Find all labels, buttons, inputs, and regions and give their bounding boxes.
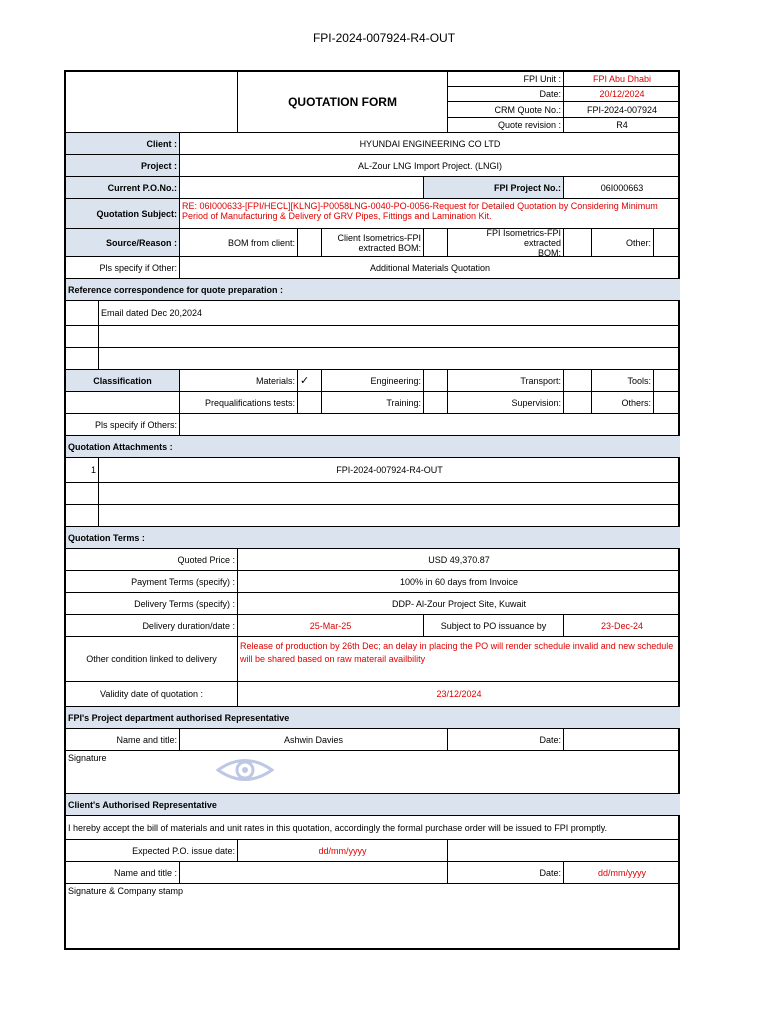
bom-client-check[interactable]	[298, 229, 322, 257]
fpi-iso-line1: FPI Isometrics-FPI extracted	[486, 229, 561, 248]
fpi-rep-date-value[interactable]	[564, 729, 680, 751]
transport-check[interactable]	[564, 370, 592, 392]
prequal-label: Prequalifications tests:	[180, 392, 298, 414]
fpi-unit-value: FPI Abu Dhabi	[564, 72, 680, 87]
duration-label: Delivery duration/date :	[66, 615, 238, 637]
client-signature-label: Signature & Company stamp	[68, 886, 184, 896]
client-date-label: Date:	[448, 862, 564, 884]
reference-heading: Reference correspondence for quote preparation :	[66, 279, 680, 301]
client-iso-line2: extracted BOM:	[358, 242, 421, 253]
price-label: Quoted Price :	[66, 549, 238, 571]
po-date-blank	[448, 840, 680, 862]
classification-blank	[66, 392, 180, 414]
attachment-item-3	[99, 505, 680, 527]
other-check[interactable]	[654, 229, 680, 257]
client-name-label: Name and title :	[66, 862, 180, 884]
materials-check[interactable]: ✓	[298, 370, 322, 392]
fpi-iso-line2: BOM:	[537, 247, 561, 257]
specify-others-value	[180, 414, 680, 436]
reference-num-1	[66, 301, 99, 326]
duration-value: 25-Mar-25	[238, 615, 424, 637]
others-check[interactable]	[654, 392, 680, 414]
subject-label: Quotation Subject:	[66, 199, 180, 229]
training-check[interactable]	[424, 392, 448, 414]
po-value	[180, 177, 424, 199]
prequal-check[interactable]	[298, 392, 322, 414]
delivery-label: Delivery Terms (specify) :	[66, 593, 238, 615]
document-id: FPI-2024-007924-R4-OUT	[312, 31, 456, 45]
reference-item-3	[99, 348, 680, 370]
client-statement: I hereby accept the bill of materials and unit rates in this quotation, accordingly the formal purchase order will be issued to FPI promptly.	[66, 816, 680, 840]
crm-label: CRM Quote No.:	[448, 102, 564, 118]
transport-label: Transport:	[448, 370, 564, 392]
price-value: USD 49,370.87	[238, 549, 680, 571]
fpi-signature-label: Signature	[66, 751, 680, 794]
project-value: AL-Zour LNG Import Project. (LNGI)	[180, 155, 680, 177]
bom-client-label: BOM from client:	[180, 229, 298, 257]
client-iso-label	[322, 229, 424, 257]
fpi-project-label: FPI Project No.:	[424, 177, 564, 199]
classification-label: Classification	[66, 370, 180, 392]
reference-num-2	[66, 326, 99, 348]
fpi-iso-label	[448, 229, 564, 257]
attachment-num-3	[66, 505, 99, 527]
specify-others-label: Pls specify if Others:	[66, 414, 180, 436]
attachment-num-2	[66, 483, 99, 505]
revision-value: R4	[564, 118, 680, 133]
fpi-rep-name-value: Ashwin Davies	[180, 729, 448, 751]
terms-heading: Quotation Terms :	[66, 527, 680, 549]
supervision-label: Supervision:	[448, 392, 564, 414]
payment-label: Payment Terms (specify) :	[66, 571, 238, 593]
header-blank	[66, 72, 238, 133]
client-iso-check[interactable]	[424, 229, 448, 257]
fpi-project-value: 06I000663	[564, 177, 680, 199]
revision-label: Quote revision :	[448, 118, 564, 133]
po-label: Current P.O.No.:	[66, 177, 180, 199]
training-label: Training:	[322, 392, 424, 414]
validity-label: Validity date of quotation :	[66, 682, 238, 707]
specify-other-value: Additional Materials Quotation	[180, 257, 680, 279]
supervision-check[interactable]	[564, 392, 592, 414]
project-label: Project :	[66, 155, 180, 177]
crm-value: FPI-2024-007924	[564, 102, 680, 118]
client-name-value[interactable]	[180, 862, 448, 884]
others-label: Others:	[592, 392, 654, 414]
po-date-value[interactable]: dd/mm/yyyy	[238, 840, 448, 862]
fpi-iso-check[interactable]	[564, 229, 592, 257]
fpi-rep-date-label: Date:	[448, 729, 564, 751]
date-label: Date:	[448, 87, 564, 102]
engineering-label: Engineering:	[322, 370, 424, 392]
attachments-heading: Quotation Attachments :	[66, 436, 680, 458]
attachment-item-1: FPI-2024-007924-R4-OUT	[99, 458, 680, 483]
client-date-value[interactable]: dd/mm/yyyy	[564, 862, 680, 884]
po-date-label: Expected P.O. issue date:	[66, 840, 238, 862]
reference-item-1: Email dated Dec 20,2024	[99, 301, 680, 326]
tools-check[interactable]	[654, 370, 680, 392]
fpi-rep-heading: FPI's Project department authorised Representative	[66, 707, 680, 729]
engineering-check[interactable]	[424, 370, 448, 392]
other-condition-value: Release of production by 26th Dec; an delay in placing the PO will render schedule invalid and new schedule will be shared based on raw materail availbility	[238, 637, 680, 682]
subject-po-label: Subject to PO issuance by	[424, 615, 564, 637]
other-label: Other:	[592, 229, 654, 257]
other-condition-label: Other condition linked to delivery	[66, 637, 238, 682]
quotation-form	[64, 70, 680, 950]
attachment-num-1: 1	[66, 458, 99, 483]
source-label: Source/Reason :	[66, 229, 180, 257]
client-label: Client :	[66, 133, 180, 155]
reference-item-2	[99, 326, 680, 348]
subject-po-value: 23-Dec-24	[564, 615, 680, 637]
validity-value: 23/12/2024	[238, 682, 680, 707]
delivery-value: DDP- Al-Zour Project Site, Kuwait	[238, 593, 680, 615]
payment-value: 100% in 60 days from Invoice	[238, 571, 680, 593]
attachment-item-2	[99, 483, 680, 505]
reference-num-3	[66, 348, 99, 370]
fpi-unit-label: FPI Unit :	[448, 72, 564, 87]
subject-value: RE: 06I000633-[FPI/HECL][KLNG]-P0058LNG-0040-PO-0056-Request for Detailed Quotation by Considering Minimum Period of Manufacturing & Delivery of GRV Pipes, Fittings and Lamination Kit.	[180, 199, 680, 229]
client-rep-heading: Client's Authorised Representative	[66, 794, 680, 816]
materials-label: Materials:	[180, 370, 298, 392]
fpi-rep-name-label: Name and title:	[66, 729, 180, 751]
specify-other-label: Pls specify if Other:	[66, 257, 180, 279]
tools-label: Tools:	[592, 370, 654, 392]
client-iso-line1: Client Isometrics-FPI	[337, 232, 421, 243]
eye-watermark-icon	[216, 755, 274, 785]
client-value: HYUNDAI ENGINEERING CO LTD	[180, 133, 680, 155]
form-title: QUOTATION FORM	[238, 72, 448, 133]
date-value: 20/12/2024	[564, 87, 680, 102]
